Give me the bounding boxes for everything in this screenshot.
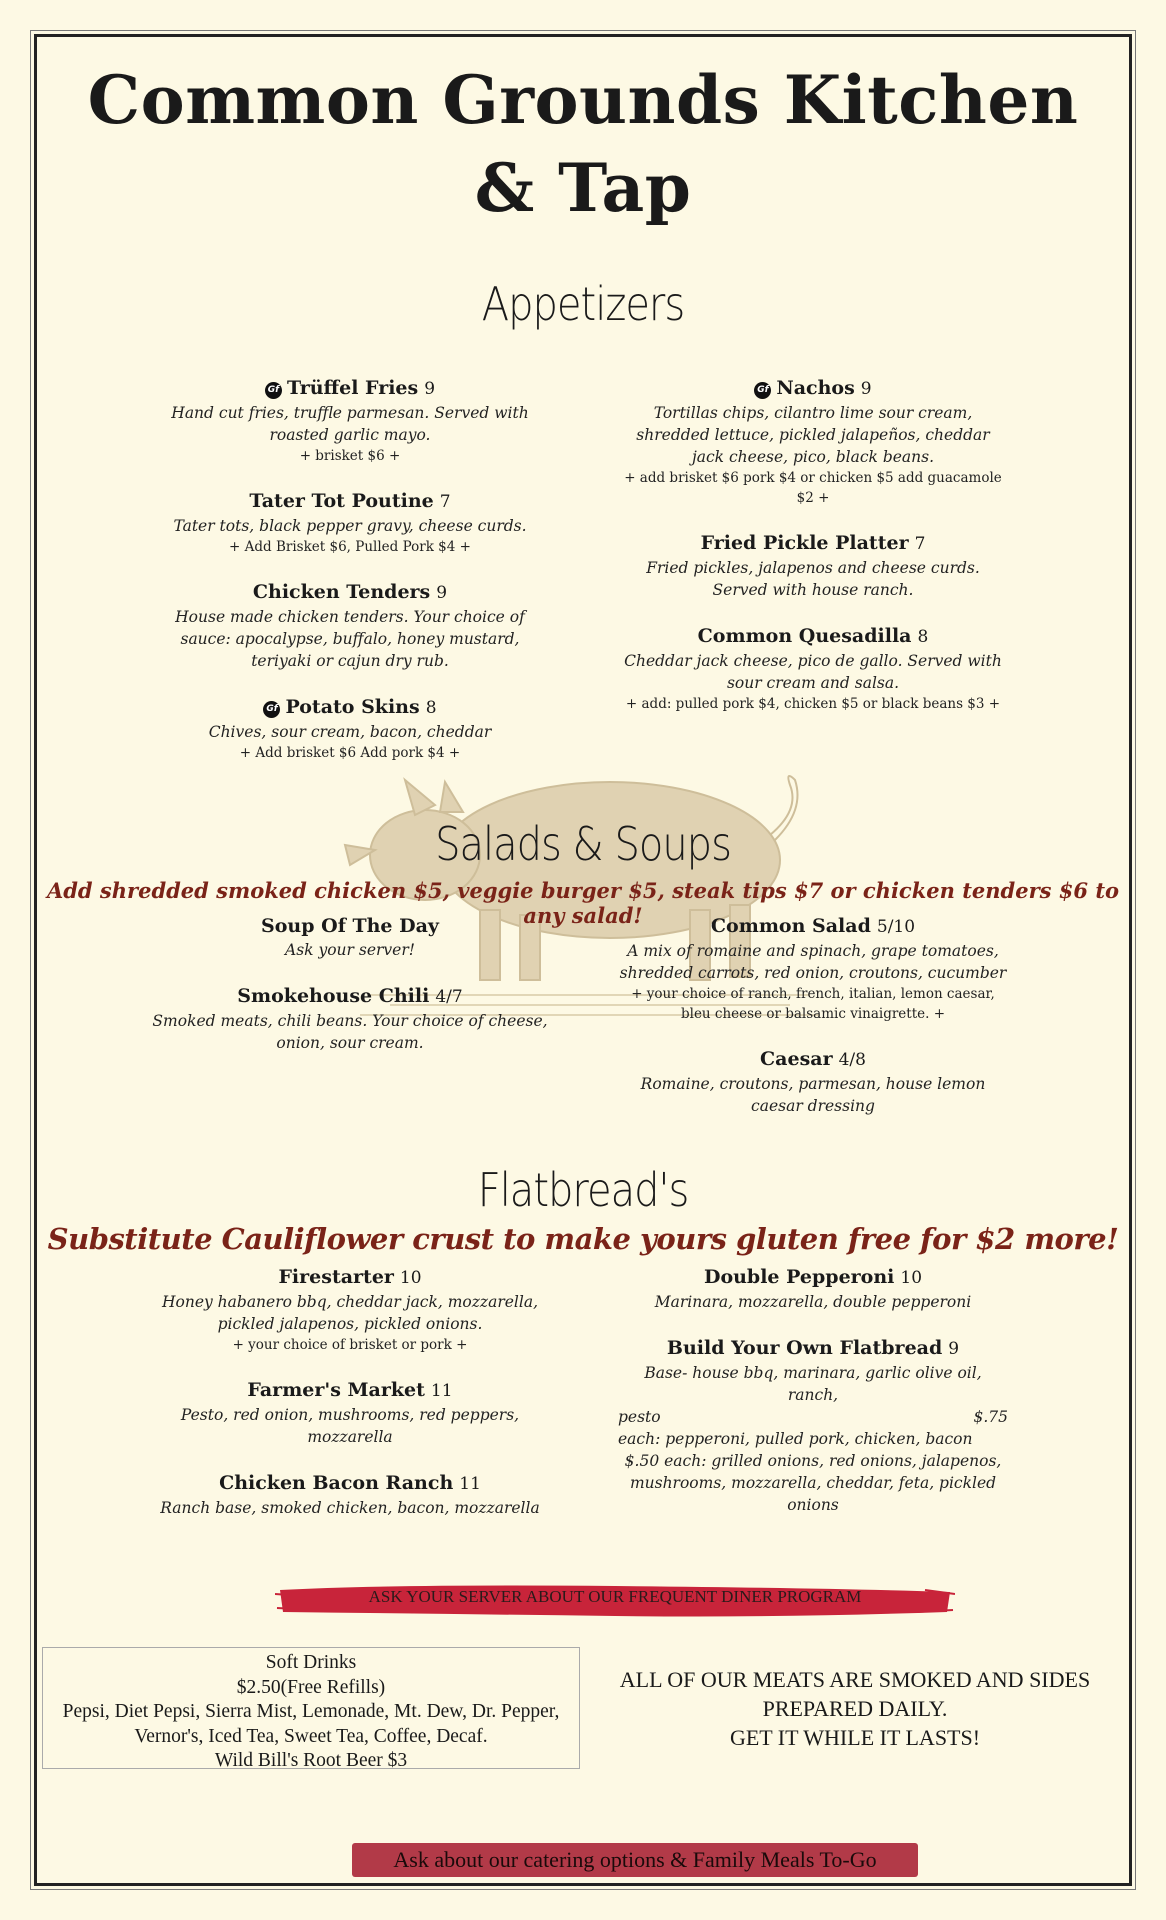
menu-item [618, 913, 1008, 1024]
item-price: 8 [425, 698, 437, 718]
item-description: Hand cut fries, truffle parmesan. Served with roasted garlic mayo. [171, 404, 529, 444]
salad-addon-promo: Add shredded smoked chicken $5, veggie burger $5, steak tips $7 or chicken tenders $6 to any salad! [46, 878, 1120, 928]
item-name: Chicken Bacon Ranch [219, 1472, 454, 1494]
item-addon: + add: pulled pork $4, chicken $5 or black beans $3 + [625, 696, 1001, 712]
item-description: Fried pickles, jalapenos and cheese curds. Served with house ranch. [646, 559, 980, 599]
menu-item [150, 913, 550, 961]
item-name: Nachos [776, 377, 855, 399]
item-addon: + your choice of ranch, french, italian, lemon caesar, bleu cheese or balsamic vinaigrette. + [631, 986, 995, 1022]
item-name: Firestarter [278, 1266, 394, 1288]
item-description-part: pesto [618, 1408, 661, 1426]
item-addon: + your choice of brisket or pork + [232, 1337, 468, 1353]
item-description: Tortillas chips, cilantro lime sour cream, shredded lettuce, pickled jalapeños, cheddar jack cheese, pico, black beans. [636, 404, 990, 466]
flatbreads-right-column [618, 1264, 1008, 1538]
item-price: 11 [430, 1381, 453, 1401]
notice-line: GET IT WHILE IT LASTS! [729, 1725, 981, 1750]
cauliflower-crust-promo: Substitute Cauliflower crust to make yours gluten free for $2 more! [47, 1222, 1119, 1256]
gluten-free-icon: Gf [754, 382, 771, 399]
item-description-part: $.75 [973, 1408, 1008, 1426]
item-price: 7 [439, 492, 451, 512]
item-description: Honey habanero bbq, cheddar jack, mozzarella, pickled jalapenos, pickled onions. [161, 1293, 539, 1333]
menu-item [618, 1046, 1008, 1117]
item-description: Smoked meats, chili beans. Your choice of cheese, onion, sour cream. [152, 1012, 548, 1052]
salads-left-column [150, 913, 550, 1076]
item-price: 11 [459, 1474, 481, 1494]
item-addon: + add brisket $6 pork $4 or chicken $5 add guacamole $2 + [624, 470, 1002, 506]
menu-item [150, 1264, 550, 1355]
appetizers-heading: Appetizers [481, 278, 685, 332]
item-description: House made chicken tenders. Your choice of sauce: apocalypse, buffalo, honey mustard, teriyaki or cajun dry rub. [175, 608, 525, 670]
item-name: Chicken Tenders [252, 581, 431, 603]
item-price: 9 [860, 379, 872, 399]
item-price: 4/7 [435, 987, 463, 1007]
item-description: Base- house bbq, marinara, garlic olive oil, ranch, [644, 1364, 982, 1404]
menu-item [618, 623, 1008, 714]
gluten-free-icon: Gf [265, 382, 282, 399]
item-description: Ranch base, smoked chicken, bacon, mozzarella [160, 1499, 540, 1517]
item-price: 4/8 [838, 1050, 866, 1070]
drinks-line: $2.50(Free Refills) [236, 1676, 386, 1698]
item-name: Build Your Own Flatbread [666, 1337, 943, 1359]
notice-line: PREPARED DAILY. [762, 1696, 948, 1721]
item-name: Farmer's Market [247, 1379, 425, 1401]
appetizers-right-column [618, 375, 1008, 736]
gluten-free-icon: Gf [263, 701, 280, 718]
item-name: Common Salad [710, 915, 871, 937]
title-line-1: Common Grounds Kitchen [87, 61, 1079, 139]
item-price: 8 [917, 627, 929, 647]
item-description: Pesto, red onion, mushrooms, red peppers, mozzarella [180, 1406, 520, 1446]
menu-item [618, 375, 1008, 508]
title-line-2: & Tap [474, 149, 692, 227]
notice-line: ALL OF OUR MEATS ARE SMOKED AND SIDES [619, 1667, 1091, 1692]
item-price: 9 [948, 1339, 960, 1359]
item-description: Ask your server! [285, 941, 415, 959]
item-name: Common Quesadilla [697, 625, 912, 647]
item-price: 9 [436, 583, 448, 603]
item-description: each: pepperoni, pulled pork, chicken, bacon [618, 1430, 973, 1448]
appetizers-left-column [150, 375, 550, 785]
restaurant-title [80, 56, 1086, 232]
menu-item [150, 983, 550, 1054]
soft-drinks-box [42, 1647, 580, 1769]
item-price: 5/10 [876, 917, 916, 937]
flatbreads-left-column [150, 1264, 550, 1541]
item-description: $.50 each: grilled onions, red onions, jalapenos, [624, 1452, 1002, 1470]
drinks-line: Wild Bill's Root Beer $3 [214, 1750, 408, 1771]
menu-item [150, 1377, 550, 1448]
item-name: Trüffel Fries [286, 377, 419, 399]
drinks-line: Soft Drinks [265, 1652, 357, 1673]
salads-right-column [618, 913, 1008, 1139]
item-price: 10 [900, 1268, 923, 1288]
menu-item [150, 694, 550, 763]
item-addon: + Add Brisket $6, Pulled Pork $4 + [229, 539, 471, 555]
item-name: Potato Skins [285, 696, 420, 718]
menu-item [150, 579, 550, 672]
item-name: Tater Tot Poutine [249, 490, 434, 512]
item-description: Tater tots, black pepper gravy, cheese curds. [173, 517, 527, 535]
item-description: A mix of romaine and spinach, grape tomatoes, shredded carrots, red onion, croutons, cucumber [619, 942, 1007, 982]
menu-item [618, 530, 1008, 601]
item-description: mushrooms, mozzarella, cheddar, feta, pickled onions [629, 1474, 997, 1514]
item-addon: + Add brisket $6 Add pork $4 + [239, 745, 461, 761]
smoked-meats-notice [585, 1665, 1125, 1752]
item-name: Smokehouse Chili [237, 985, 430, 1007]
item-description: Marinara, mozzarella, double pepperoni [654, 1293, 972, 1311]
flatbreads-heading: Flatbread's [477, 1164, 689, 1218]
item-description-row [618, 1406, 1008, 1428]
item-price: 9 [424, 379, 436, 399]
item-name: Caesar [760, 1048, 833, 1070]
item-description: Cheddar jack cheese, pico de gallo. Served with sour cream and salsa. [624, 652, 1002, 692]
menu-item [150, 488, 550, 557]
item-price: 7 [914, 534, 926, 554]
item-addon: + brisket $6 + [299, 448, 401, 464]
frequent-diner-text: ASK YOUR SERVER ABOUT OUR FREQUENT DINER PROGRAM [368, 1587, 862, 1606]
drinks-line: Vernor's, Iced Tea, Sweet Tea, Coffee, Decaf. [134, 1725, 488, 1747]
item-description: Romaine, croutons, parmesan, house lemon caesar dressing [640, 1075, 986, 1115]
item-name: Fried Pickle Platter [700, 532, 909, 554]
item-name: Double Pepperoni [703, 1266, 895, 1288]
menu-item [618, 1335, 1008, 1516]
salads-soups-heading: Salads & Soups [435, 818, 731, 872]
menu-item [150, 375, 550, 466]
drinks-line: Pepsi, Diet Pepsi, Sierra Mist, Lemonade, Mt. Dew, Dr. Pepper, [62, 1701, 560, 1722]
catering-text: Ask about our catering options & Family Meals To-Go [393, 1847, 877, 1872]
menu-item [618, 1264, 1008, 1313]
item-price: 10 [399, 1268, 422, 1288]
menu-item [150, 1470, 550, 1519]
item-name: Soup Of The Day [261, 915, 439, 937]
item-description: Chives, sour cream, bacon, cheddar [208, 723, 492, 741]
